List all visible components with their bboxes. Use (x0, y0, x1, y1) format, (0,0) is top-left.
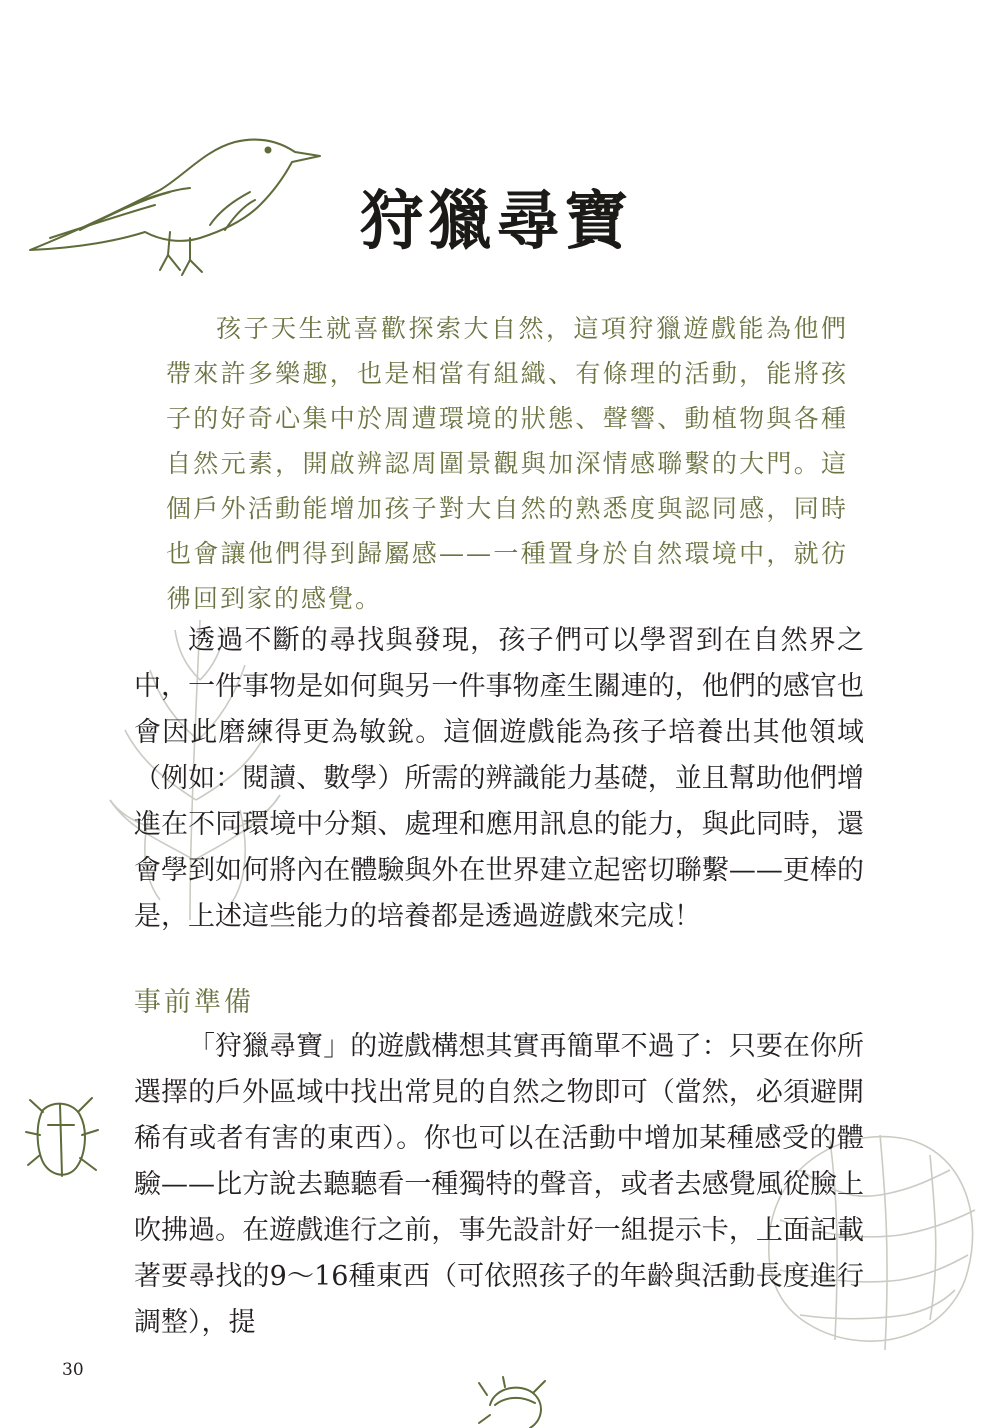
intro-paragraph: 孩子天生就喜歡探索大自然，這項狩獵遊戲能為他們帶來許多樂趣，也是相當有組織、有條理的活動，能將孩子的好奇心集中於周遭環境的狀態、聲響、動植物與各種自然元素，開啟辨認周圍景觀與加深情感聯繫的大門。這個戶外活動能增加孩子對大自然的熟悉度與認同感，同時也會讓他們得到歸屬感——一種置身於自然環境中，就彷彿回到家的感覺。 (166, 314, 848, 613)
bug-illustration (475, 1375, 555, 1428)
beetle-illustration (18, 1090, 108, 1190)
bird-illustration (20, 120, 330, 290)
section-heading: 事前準備 (134, 987, 254, 1018)
body-paragraph-2: 「狩獵尋寶」的遊戲構想其實再簡單不過了：只要在你所選擇的戶外區域中找出常見的自然之物即可（當然，必須避開稀有或者有害的東西）。你也可以在活動中增加某種感受的體驗——比方說去聽聽看一種獨特的聲音，或者去感覺風從臉上吹拂過。在遊戲進行之前，事先設計好一組提示卡，上面記載著要尋找的9～16種東西（可依照孩子的年齡與活動長度進行調整），提 (134, 1031, 864, 1338)
page-title: 狩獵尋寶 (360, 184, 632, 259)
page-number: 30 (62, 1360, 84, 1380)
body-paragraph-1: 透過不斷的尋找與發現，孩子們可以學習到在自然界之中，一件事物是如何與另一件事物產生關連的，他們的感官也會因此磨練得更為敏銳。這個遊戲能為孩子培養出其他領域（例如：閱讀、數學）所需的辨識能力基礎，並且幫助他們增進在不同環境中分類、處理和應用訊息的能力，與此同時，還會學到如何將內在體驗與外在世界建立起密切聯繫——更棒的是，上述這些能力的培養都是透過遊戲來完成！ (134, 625, 864, 932)
